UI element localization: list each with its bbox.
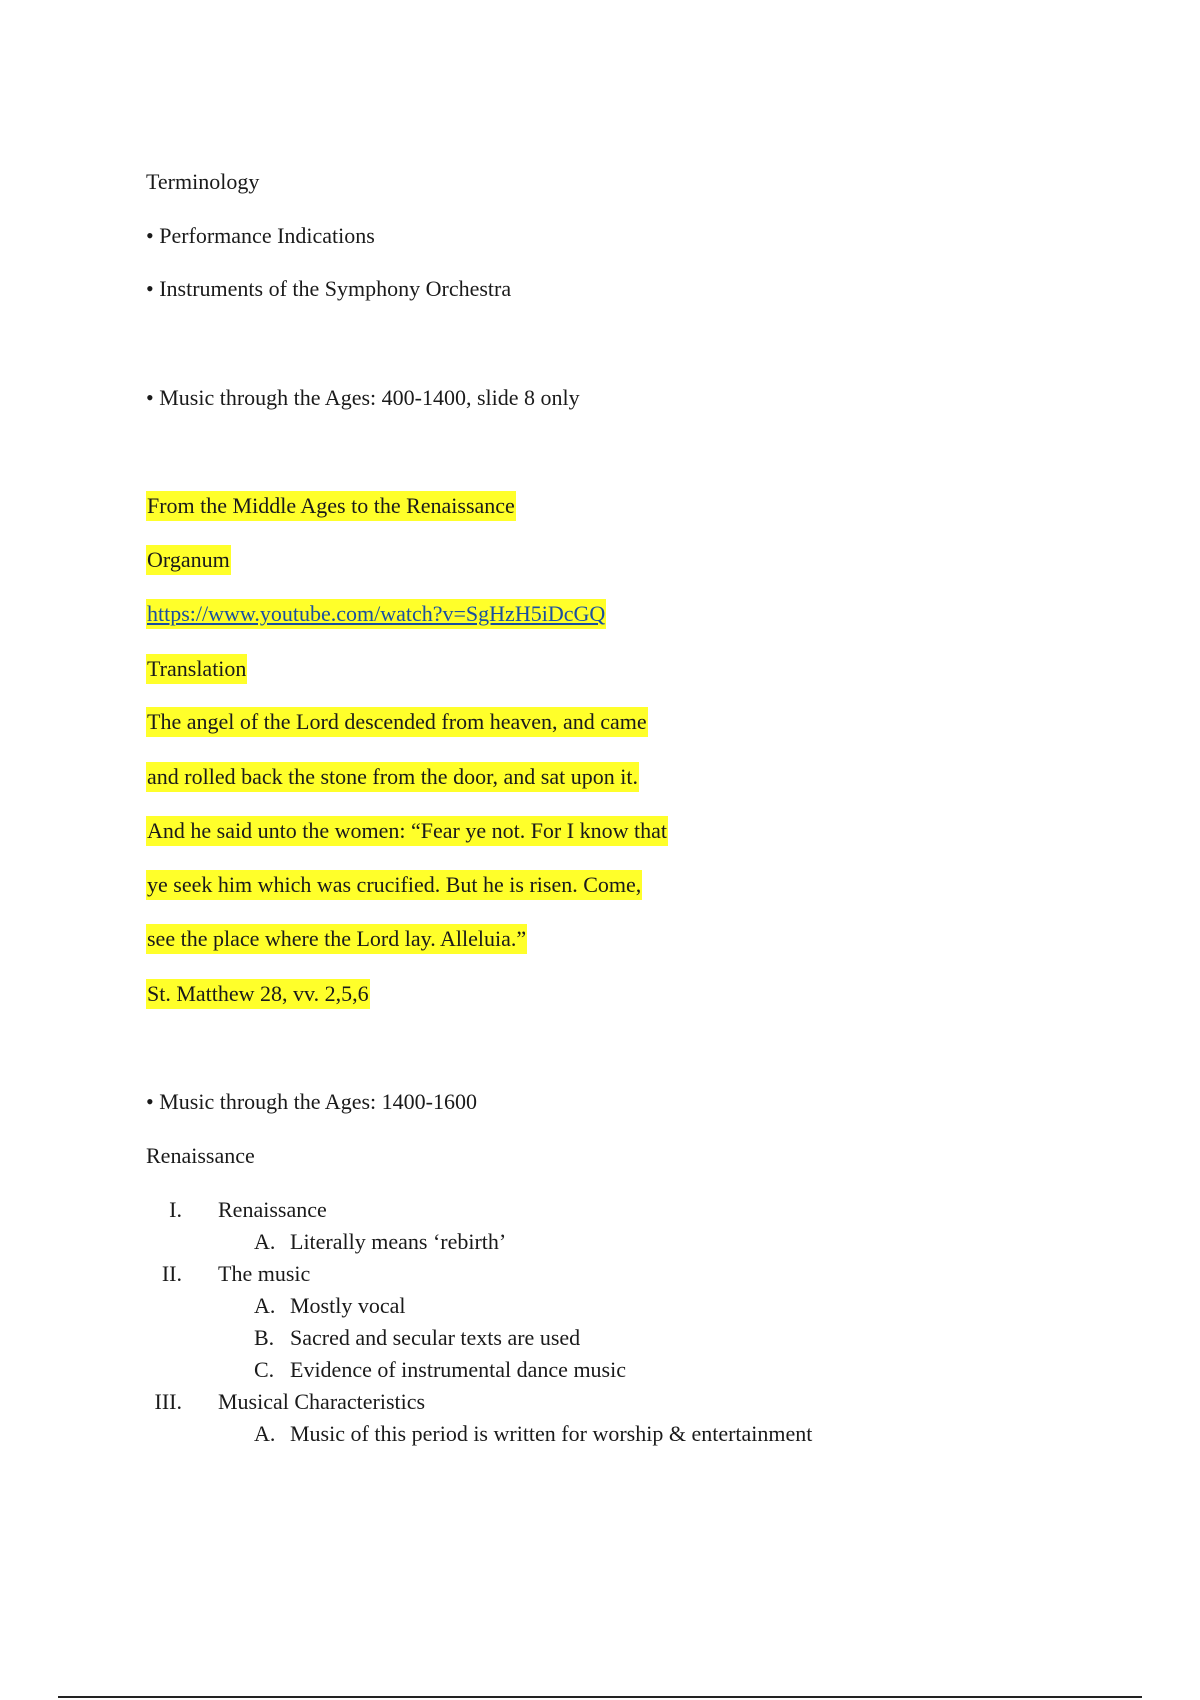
outline-letter: A. [254, 1229, 276, 1254]
bullet-performance-indications: • Performance Indications [146, 223, 375, 248]
outline-numeral: I. [169, 1197, 182, 1222]
outline-subitem-text: Sacred and secular texts are used [290, 1325, 581, 1350]
translation-text: And he said unto the women: “Fear ye not. For I know that [146, 816, 668, 846]
organum-label [146, 545, 231, 575]
bullet-instruments: • Instruments of the Symphony Orchestra [146, 276, 512, 301]
outline-letter: C. [254, 1357, 275, 1382]
outline-numeral: II. [161, 1261, 182, 1286]
translation-text: see the place where the Lord lay. Alleluia.” [146, 924, 527, 954]
section-title-middle-ages [146, 491, 516, 521]
translation-line-4 [146, 870, 642, 900]
organum-text: Organum [146, 545, 231, 575]
translation-line-2 [146, 762, 639, 792]
translation-text: and rolled back the stone from the door, and sat upon it. [146, 762, 639, 792]
outline-label: The music [218, 1261, 311, 1286]
renaissance-heading: Renaissance [146, 1143, 255, 1168]
youtube-link[interactable]: https://www.youtube.com/watch?v=SgHzH5iDcGQ [146, 599, 606, 629]
outline-letter: A. [254, 1421, 276, 1446]
scripture-reference-text: St. Matthew 28, vv. 2,5,6 [146, 979, 370, 1009]
translation-line-3 [146, 816, 668, 846]
bullet-music-ages-1400-1600: • Music through the Ages: 1400-1600 [146, 1089, 477, 1114]
outline-subitem-text: Mostly vocal [290, 1293, 406, 1318]
terminology-heading: Terminology [146, 169, 260, 194]
outline-label: Musical Characteristics [218, 1389, 426, 1414]
bottom-divider [58, 1696, 1142, 1698]
translation-label [146, 654, 247, 684]
translation-text: ye seek him which was crucified. But he is risen. Come, [146, 870, 642, 900]
section-title-text: From the Middle Ages to the Renaissance [146, 491, 516, 521]
outline-numeral: III. [154, 1389, 182, 1414]
scripture-reference [146, 979, 370, 1009]
outline-subitem-text: Music of this period is written for worship & entertainment [290, 1421, 813, 1446]
youtube-link-line [146, 599, 606, 629]
bullet-music-ages-400-1400: • Music through the Ages: 400-1400, slide 8 only [146, 385, 580, 410]
outline-label: Renaissance [218, 1197, 327, 1222]
translation-line-1 [146, 707, 648, 737]
outline-subitem-text: Evidence of instrumental dance music [290, 1357, 626, 1382]
outline-subitem-text: Literally means ‘rebirth’ [290, 1229, 507, 1254]
outline-letter: A. [254, 1293, 276, 1318]
translation-label-text: Translation [146, 654, 247, 684]
outline-letter: B. [254, 1325, 275, 1350]
translation-text: The angel of the Lord descended from heaven, and came [146, 707, 648, 737]
translation-line-5 [146, 924, 527, 954]
